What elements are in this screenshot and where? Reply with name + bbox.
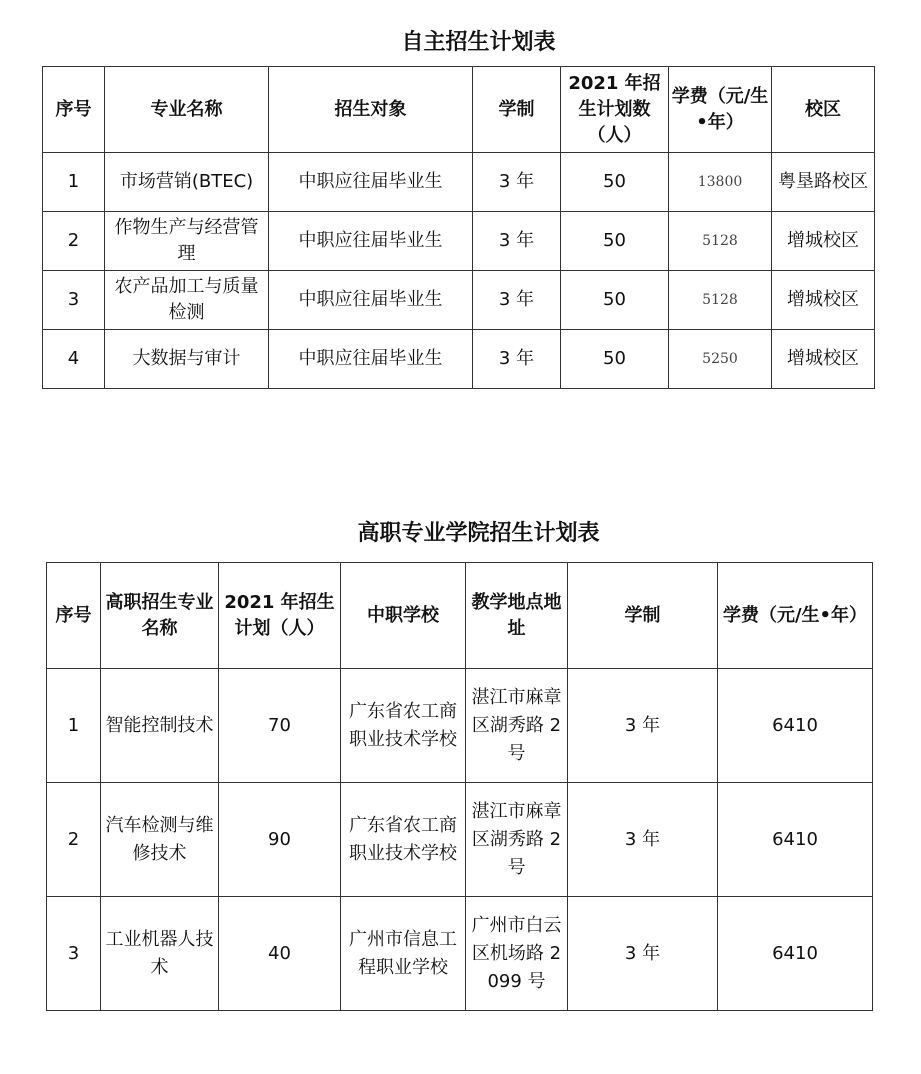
cell-index: 2 xyxy=(43,212,105,271)
table-row xyxy=(43,330,875,389)
table-row xyxy=(43,212,875,271)
cell-fee: 6410 xyxy=(718,783,873,897)
cell-duration: 3 年 xyxy=(568,897,718,1011)
cell-major: 大数据与审计 xyxy=(105,330,269,389)
table-header-row xyxy=(47,563,873,669)
header-cell: 高职招生专业名称 xyxy=(101,563,219,669)
cell-quota: 50 xyxy=(561,271,669,330)
cell-quota: 90 xyxy=(219,783,341,897)
cell-target: 中职应往届毕业生 xyxy=(269,330,473,389)
table1-title: 自主招生计划表 xyxy=(401,30,556,55)
cell-quota: 50 xyxy=(561,153,669,212)
table-row xyxy=(43,271,875,330)
cell-duration: 3 年 xyxy=(473,212,561,271)
cell-target: 中职应往届毕业生 xyxy=(269,212,473,271)
cell-fee: 5128 xyxy=(669,212,772,271)
table-row xyxy=(47,783,873,897)
cell-target: 中职应往届毕业生 xyxy=(269,153,473,212)
cell-index: 1 xyxy=(47,669,101,783)
cell-major: 市场营销(BTEC) xyxy=(105,153,269,212)
table-row xyxy=(43,153,875,212)
header-cell: 教学地点地址 xyxy=(466,563,568,669)
cell-major: 作物生产与经营管理 xyxy=(105,212,269,271)
header-cell: 序号 xyxy=(43,67,105,153)
cell-duration: 3 年 xyxy=(473,271,561,330)
vocational-college-plan-table xyxy=(46,562,873,1011)
cell-target: 中职应往届毕业生 xyxy=(269,271,473,330)
cell-quota: 40 xyxy=(219,897,341,1011)
header-cell: 中职学校 xyxy=(341,563,466,669)
cell-address: 湛江市麻章区湖秀路 2 号 xyxy=(466,783,568,897)
header-cell: 2021 年招生计划数（人） xyxy=(561,67,669,153)
cell-fee: 6410 xyxy=(718,897,873,1011)
header-cell: 2021 年招生计划（人） xyxy=(219,563,341,669)
cell-index: 4 xyxy=(43,330,105,389)
cell-index: 3 xyxy=(43,271,105,330)
cell-fee: 6410 xyxy=(718,669,873,783)
cell-quota: 50 xyxy=(561,330,669,389)
table2-title: 高职专业学院招生计划表 xyxy=(357,521,600,546)
cell-major: 汽车检测与维修技术 xyxy=(101,783,219,897)
cell-duration: 3 年 xyxy=(568,669,718,783)
header-cell: 学费（元/生•年） xyxy=(669,67,772,153)
header-cell: 序号 xyxy=(47,563,101,669)
cell-school: 广东省农工商职业技术学校 xyxy=(341,669,466,783)
cell-school: 广东省农工商职业技术学校 xyxy=(341,783,466,897)
cell-fee: 5250 xyxy=(669,330,772,389)
cell-fee: 13800 xyxy=(669,153,772,212)
cell-index: 2 xyxy=(47,783,101,897)
cell-campus: 增城校区 xyxy=(772,212,875,271)
cell-quota: 50 xyxy=(561,212,669,271)
cell-index: 3 xyxy=(47,897,101,1011)
cell-quota: 70 xyxy=(219,669,341,783)
header-cell: 校区 xyxy=(772,67,875,153)
enrollment-plan-table xyxy=(42,66,875,389)
cell-campus: 粤垦路校区 xyxy=(772,153,875,212)
cell-address: 广州市白云区机场路 2099 号 xyxy=(466,897,568,1011)
cell-school: 广州市信息工程职业学校 xyxy=(341,897,466,1011)
cell-campus: 增城校区 xyxy=(772,271,875,330)
cell-index: 1 xyxy=(43,153,105,212)
cell-major: 农产品加工与质量检测 xyxy=(105,271,269,330)
cell-major: 工业机器人技术 xyxy=(101,897,219,1011)
table-header-row xyxy=(43,67,875,153)
cell-campus: 增城校区 xyxy=(772,330,875,389)
table-row xyxy=(47,897,873,1011)
header-cell: 学制 xyxy=(473,67,561,153)
cell-duration: 3 年 xyxy=(473,330,561,389)
cell-major: 智能控制技术 xyxy=(101,669,219,783)
cell-address: 湛江市麻章区湖秀路 2 号 xyxy=(466,669,568,783)
table-row xyxy=(47,669,873,783)
cell-duration: 3 年 xyxy=(568,783,718,897)
header-cell: 学费（元/生•年） xyxy=(718,563,873,669)
cell-duration: 3 年 xyxy=(473,153,561,212)
header-cell: 学制 xyxy=(568,563,718,669)
cell-fee: 5128 xyxy=(669,271,772,330)
header-cell: 招生对象 xyxy=(269,67,473,153)
header-cell: 专业名称 xyxy=(105,67,269,153)
